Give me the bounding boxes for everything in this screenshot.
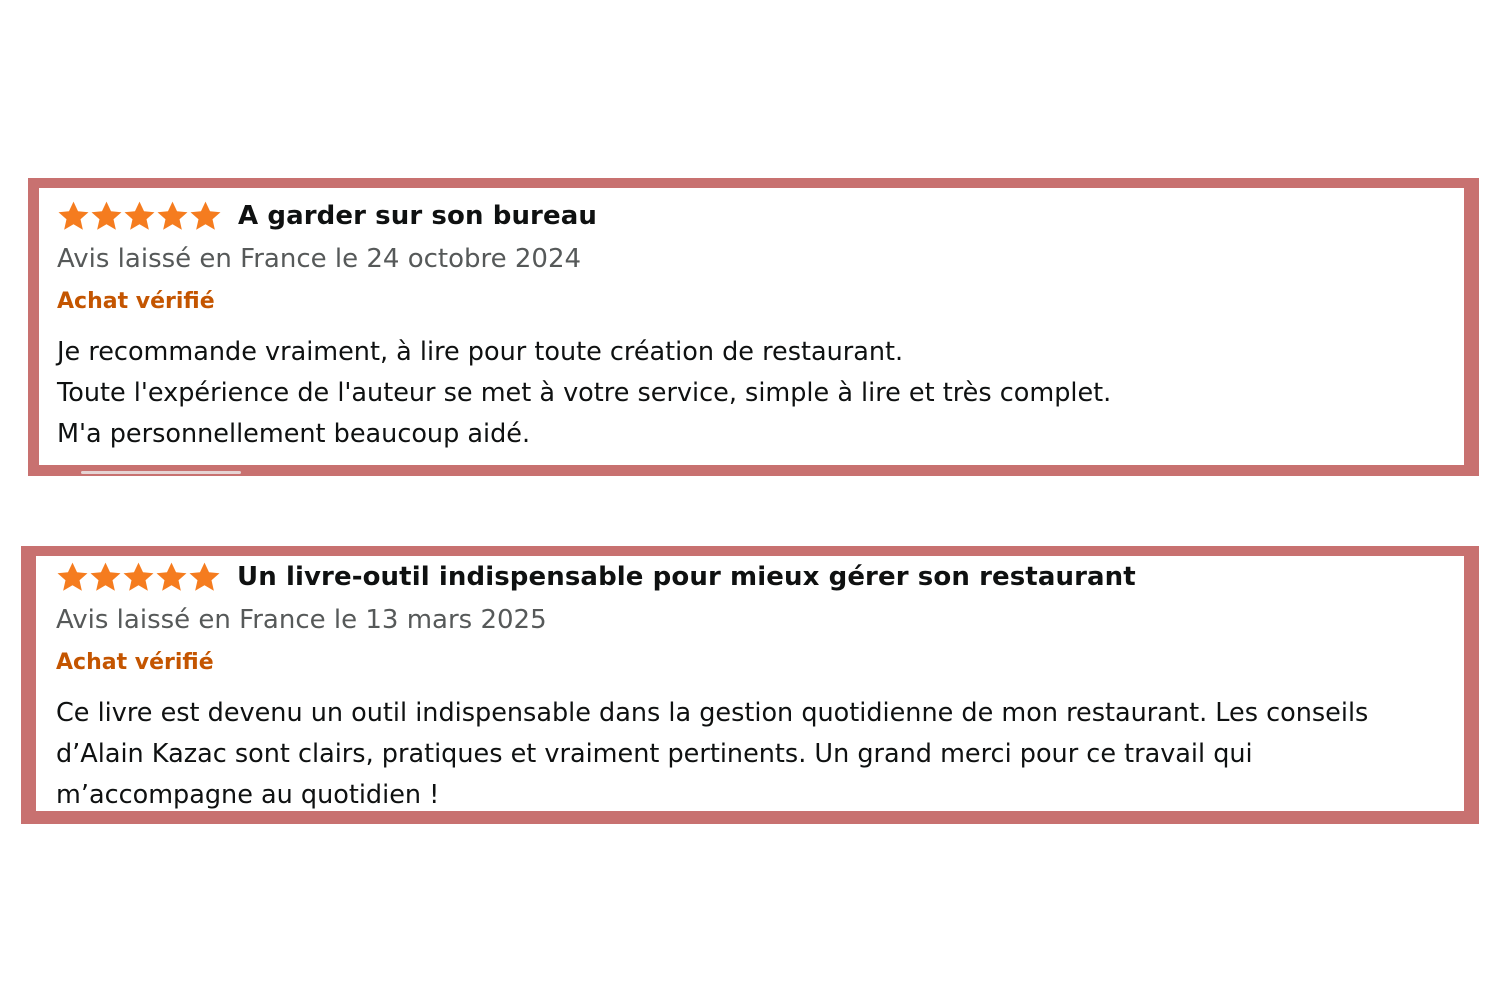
star-icon [122,561,155,594]
review-content [57,188,1464,455]
verified-purchase-badge: Achat vérifié [56,650,214,675]
review-body-line: M'a personnellement beaucoup aidé. [57,419,531,449]
review-body [56,693,1396,816]
review-body [57,332,1397,455]
star-icon [56,561,89,594]
star-icon [123,200,156,233]
review-body-line: Je recommande vraiment, à lire pour toute création de restaurant. [57,337,904,367]
star-rating [56,561,221,594]
star-icon [89,561,122,594]
review-body-line: Ce livre est devenu un outil indispensable dans la gestion quotidienne de mon restaurant. Les conseils [56,698,1369,728]
review-content [56,549,1464,816]
review-body-line: Toute l'expérience de l'auteur se met à votre service, simple à lire et très complet. [57,378,1112,408]
star-icon [156,200,189,233]
review-title[interactable]: Un livre-outil indispensable pour mieux gérer son restaurant [237,562,1136,592]
review-card [21,546,1479,824]
star-icon [57,200,90,233]
review-title[interactable]: A garder sur son bureau [238,201,597,231]
star-icon [188,561,221,594]
star-icon [155,561,188,594]
verified-purchase-badge: Achat vérifié [57,289,215,314]
review-body-line: d’Alain Kazac sont clairs, pratiques et vraiment pertinents. Un grand merci pour ce travail qui [56,739,1253,769]
review-date: Avis laissé en France le 13 mars 2025 [56,605,547,635]
star-rating [57,200,222,233]
review-header [56,549,1464,605]
cropped-element-remnant [81,471,241,474]
star-icon [90,200,123,233]
review-card [28,178,1479,476]
review-body-line: m’accompagne au quotidien ! [56,780,440,810]
review-header [57,188,1464,244]
review-date: Avis laissé en France le 24 octobre 2024 [57,244,582,274]
star-icon [189,200,222,233]
